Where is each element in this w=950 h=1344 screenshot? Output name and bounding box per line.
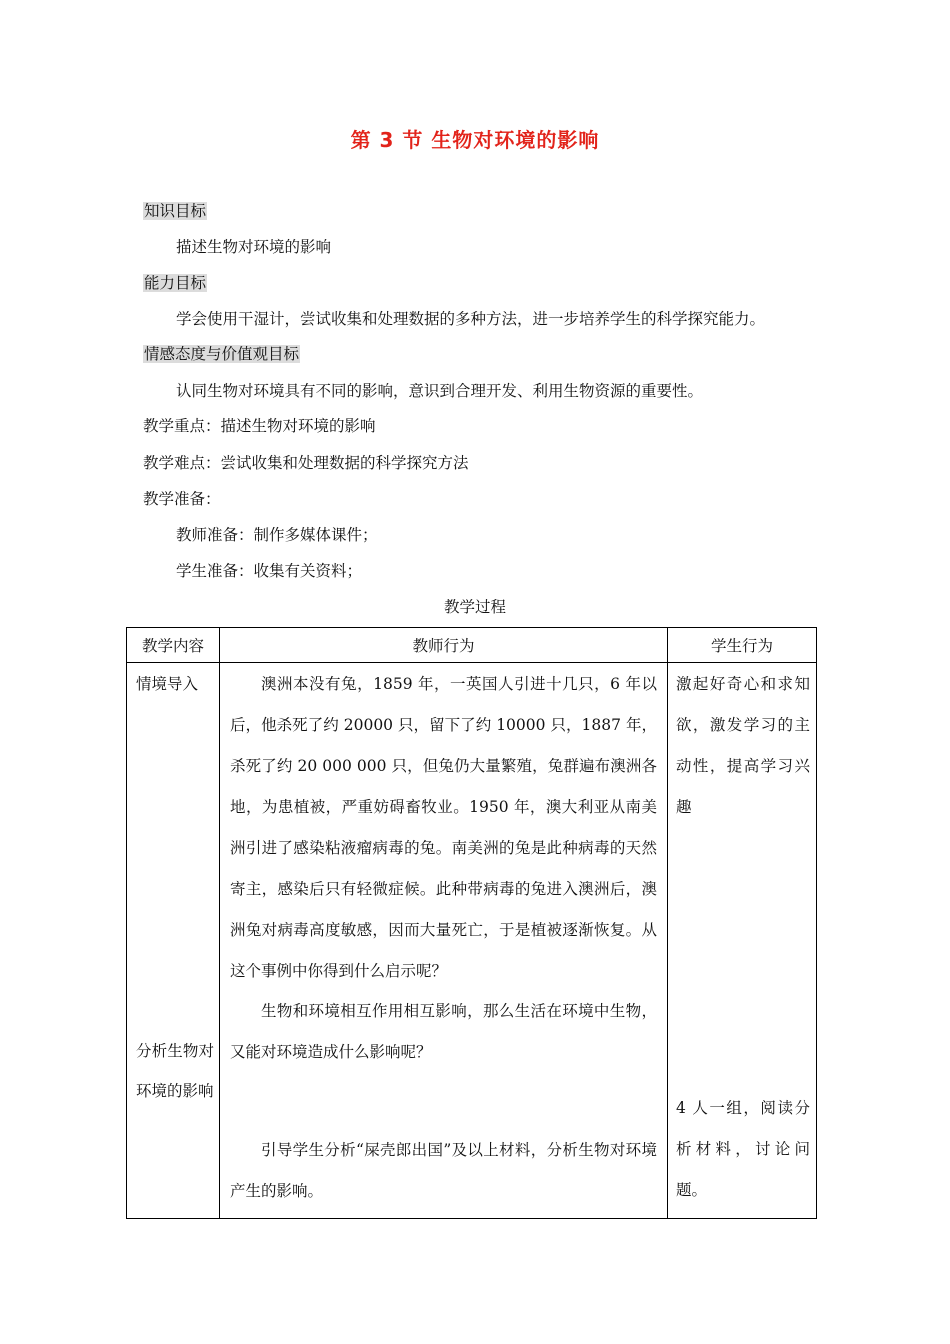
content-analysis: 分析生物对环境的影响 (136, 1042, 214, 1100)
student-cell (668, 663, 817, 1219)
header-student: 学生行为 (668, 628, 817, 663)
page-title: 第 3 节 生物对环境的影响 (350, 128, 600, 152)
ability-goal-heading: 能力目标 (144, 274, 207, 292)
attitude-goal-text: 认同生物对环境具有不同的影响，意识到合理开发、利用生物资源的重要性。 (176, 382, 704, 400)
teaching-process-table (126, 627, 817, 1219)
student-behavior-1: 激起好奇心和求知欲，激发学习的主动性，提高学习兴趣 (676, 675, 810, 816)
table-header-row (127, 628, 817, 663)
preparation-heading: 教学准备： (143, 490, 221, 508)
student-preparation: 学生准备：收集有关资料； (176, 562, 363, 580)
knowledge-goal-text: 描述生物对环境的影响 (176, 238, 332, 256)
teacher-paragraph-1: 澳洲本没有兔，1859 年，一英国人引进十几只，6 年以后，他杀死了约 20000 只，留下了约 10000 只，1887 年，杀死了约 20 000 000 只，但兔仍大量繁殖，兔群遍布澳洲各地，为患植被，严重妨碍畜牧业。1950 年，澳大利亚从南美洲引进了感染粘液瘤病毒的兔。南美洲的兔是此种病毒的天然寄主，感染后只有轻微症候。此种带病毒的兔进入澳洲后，澳洲兔对病毒高度敏感，因而大量死亡，于是植被逐渐恢复。从这个事例中你得到什么启示呢？ (230, 675, 657, 980)
table-row (127, 663, 817, 1219)
difficult-point: 教学难点：尝试收集和处理数据的科学探究方法 (143, 454, 469, 472)
attitude-goal-heading: 情感态度与价值观目标 (144, 345, 300, 363)
header-teacher: 教师行为 (220, 628, 668, 663)
teacher-paragraph-3: 引导学生分析“屎壳郎出国”及以上材料，分析生物对环境产生的影响。 (230, 1141, 657, 1200)
content-cell (127, 663, 220, 1219)
header-content: 教学内容 (127, 628, 220, 663)
teacher-preparation: 教师准备：制作多媒体课件； (176, 526, 378, 544)
knowledge-goal-heading: 知识目标 (144, 202, 207, 220)
ability-goal-text: 学会使用干湿计，尝试收集和处理数据的多种方法，进一步培养学生的科学探究能力。 (176, 310, 766, 328)
teacher-cell (220, 663, 668, 1219)
student-behavior-2: 4 人一组，阅读分析材料，讨论问题。 (676, 1099, 810, 1199)
teacher-paragraph-2: 生物和环境相互作用相互影响，那么生活在环境中生物，又能对环境造成什么影响呢？ (230, 1002, 657, 1061)
content-intro: 情境导入 (136, 675, 199, 693)
table-caption: 教学过程 (443, 598, 506, 616)
key-point: 教学重点：描述生物对环境的影响 (143, 417, 376, 435)
